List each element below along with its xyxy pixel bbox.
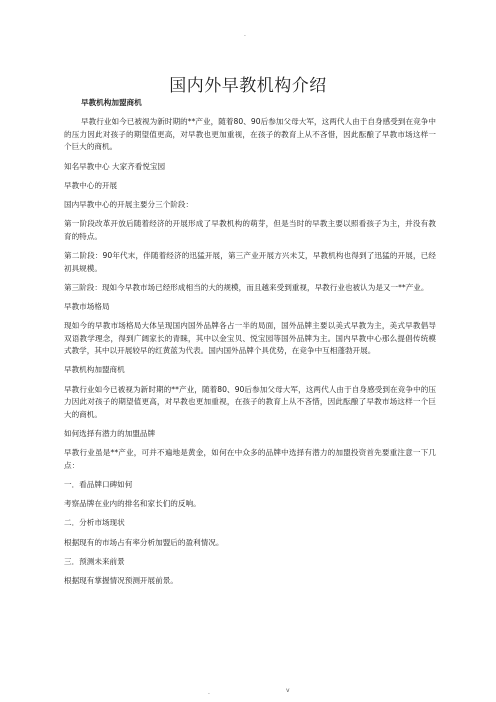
top-mark: . — [244, 31, 246, 38]
section-heading: 如何选择有潜力的加盟品牌 — [64, 429, 156, 438]
paragraph: 第三阶段：现如今早教市场已经形成相当的大的规模，而且越来受到重视，早教行业也被认为是又一**产业。 — [64, 282, 429, 292]
paragraph: 根据现有的市场占有率分析加盟后的盈利情况。 — [64, 537, 224, 547]
section-heading: 早教机构加盟商机 — [64, 365, 125, 375]
list-heading: 二．分析市场现状 — [64, 518, 125, 528]
section-heading: 早教机构加盟商机 — [81, 98, 142, 107]
paragraph: 早教行业如今已被视为新时期的**产业，随着80、90后参加父母大军，这两代人由于自身感受到在竞争中的压力因此对孩子的期望值更高，对早教也更加重视，在孩子的教育上从不吝惜，因此酝酿了早教市场这样一个巨大的商机。 — [64, 117, 436, 152]
section-heading: 早教中心的开展 — [64, 180, 118, 190]
document-body — [64, 97, 436, 594]
paragraph: 根据现有掌握情况预测开展前景。 — [64, 575, 178, 585]
footer-mark-right: v — [286, 687, 290, 694]
section-heading: 知名早教中心 大家齐看悦宝园 — [64, 161, 166, 171]
paragraph: 第一阶段改革开放后随着经济的开展形成了早教机构的萌芽，但是当时的早教主要以照看孩子为主，并没有教育的特点。 — [64, 219, 436, 241]
paragraph: 早教行业如今已被视为新时期的**产业，随着80、90后参加父母大军，这两代人由于自身感受到在竞争中的压力因此对孩子的期望值更高，对早教也更加重视，在孩子的教育上从不吝惜，因此酝酿了早教市场这样一个巨大的商机。 — [64, 384, 436, 419]
section-heading: 早教市场格局 — [64, 301, 110, 311]
paragraph: 现如今的早教市场格局大体呈现国内国外品牌各占一半的局面，国外品牌主要以美式早教为主，美式早教倡导双语教学理念，得到广阔家长的青睐，其中以金宝贝、悦宝园等国外品牌为主。国内早教中心那么提倡传统模式教学，其中以开展较早的红黄蓝为代表。国内国外品牌个具优势，在竞争中互相蓬勃开展。 — [64, 321, 436, 356]
page-title: 国内外早教机构介绍 — [169, 76, 327, 97]
paragraph: 考察品牌在业内的排名和家长们的反响。 — [64, 499, 201, 509]
paragraph: 第二阶段：90年代末，伴随着经济的迅猛开展，第三产业开展方兴未艾，早教机构也得到了迅猛的开展，已经初具规模。 — [64, 250, 436, 273]
paragraph: 国内早教中心的开展主要分三个阶段： — [64, 199, 194, 209]
list-heading: 一．看品牌口碑如何 — [64, 479, 133, 489]
paragraph: 早教行业虽是**产业，可并不遍地是黄金，如何在中众多的品牌中选择有潜力的加盟投资首先要重注意一下几点： — [64, 448, 436, 470]
list-heading: 三．预测未来前景 — [64, 556, 125, 566]
footer-mark-left: . — [208, 689, 210, 696]
